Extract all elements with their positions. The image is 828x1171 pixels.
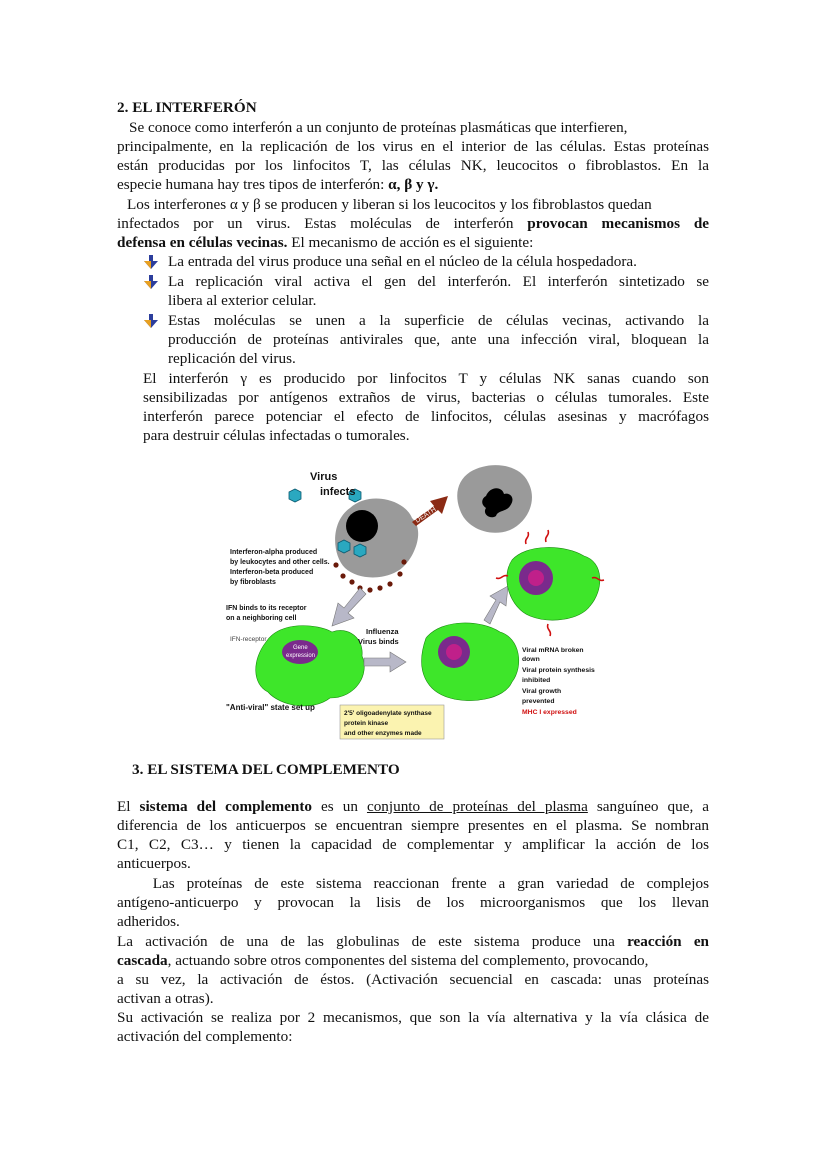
text-span: sanguíneo que, a <box>587 798 710 815</box>
text-span: , actuando sobre otros componentes del sistema del complemento, provocando, <box>167 952 649 969</box>
enzymes-label-2: protein kinase <box>344 720 389 727</box>
enzymes-label-1: 2'5' oligoadenylate synthase <box>344 710 432 717</box>
bold-text: reacción en <box>627 933 710 950</box>
section-heading-interferon: 2. EL INTERFERÓN <box>117 99 257 116</box>
arrow-cell2-to-cell3 <box>484 586 508 624</box>
bullet-item: La entrada del virus produce una señal en el núcleo de la célula hospedadora. <box>168 253 637 270</box>
bullet-item-cont: producción de proteínas antivirales que, ante una infección viral, bloquean la <box>168 331 709 348</box>
ifn-alpha-label: Interferon-alpha produced <box>230 549 318 556</box>
arrow-to-neighbor <box>332 588 366 626</box>
ifn-beta-label-2: by fibroblasts <box>230 579 276 586</box>
cell3-nucleolus <box>528 570 544 586</box>
ifn-binds-label-2: on a neighboring cell <box>226 615 297 622</box>
antiviral-state-label: "Anti-viral" state set up <box>226 703 315 712</box>
bold-text: provocan mecanismos de <box>527 215 710 232</box>
death-label: DEATH <box>414 506 438 525</box>
bullet-item-cont: libera al exterior celular. <box>168 292 317 309</box>
paragraph-line: están producidas por los linfocitos T, las células NK, leucocitos o fibroblastos. En la <box>117 157 709 174</box>
infected-nucleus <box>346 510 378 542</box>
interferon-mechanism-figure <box>220 460 616 742</box>
interferon-types: α, β y γ. <box>388 176 439 193</box>
paragraph-line: C1, C2, C3… y tienen la capacidad de complementar y amplificar la acción de los <box>117 836 709 853</box>
paragraph-line <box>117 233 709 252</box>
neighbor-cell-1 <box>256 626 365 706</box>
bullet-item-cont: replicación del virus. <box>168 350 296 367</box>
virus-infects-label-2: infects <box>320 486 356 498</box>
infected-cell <box>335 499 418 578</box>
paragraph-line: activación del complemento: <box>117 1028 293 1045</box>
paragraph-line <box>117 951 709 970</box>
bold-text: defensa en células vecinas. <box>117 234 288 251</box>
ifn-alpha-label-2: by leukocytes and other cells. <box>230 559 330 566</box>
paragraph-line <box>117 932 709 951</box>
paragraph-line: a su vez, la activación de éstos. (Activación secuencial en cascada: unas proteínas <box>117 971 709 988</box>
cell2-nucleolus <box>446 644 462 660</box>
gene-label: Gene <box>293 645 308 651</box>
text-span: infectados por un virus. Estas moléculas de interferón <box>117 215 528 232</box>
text-span: El <box>117 798 140 815</box>
paragraph-line: interferón parece potenciar el efecto de linfocitos, células asesinas y macrófagos <box>143 408 709 425</box>
paragraph-line: adheridos. <box>117 913 180 930</box>
effect-label-6: prevented <box>522 698 555 705</box>
effect-label-2: down <box>522 656 540 663</box>
effect-label-1: Viral mRNA broken <box>522 647 584 654</box>
text-span: La activación de una de las globulinas de este sistema produce una <box>117 933 628 950</box>
effect-label-4: inhibited <box>522 677 551 684</box>
neighbor-cell-2 <box>422 623 519 701</box>
arrow-cell1-to-cell2 <box>364 652 406 672</box>
effect-label-5: Viral growth <box>522 688 562 695</box>
paragraph-line: Las proteínas de este sistema reaccionan frente a gran variedad de complejos <box>117 875 709 892</box>
paragraph-line <box>117 797 709 816</box>
paragraph-line: Se conoce como interferón a un conjunto de proteínas plasmáticas que interfieren, <box>129 119 628 136</box>
bullet-item: Estas moléculas se unen a la superficie de células vecinas, activando la <box>168 312 709 329</box>
text-span: especie humana hay tres tipos de interferón: <box>117 176 389 193</box>
paragraph-line: Los interferones α y β se producen y liberan si los leucocitos y los fibroblastos quedan <box>127 196 652 213</box>
paragraph-line: para destruir células infectadas o tumorales. <box>143 427 410 444</box>
bold-text: sistema del complemento <box>139 798 312 815</box>
ifn-receptor-label: IFN-receptor <box>230 636 267 643</box>
influenza-label: Influenza <box>366 627 399 636</box>
paragraph-line: activan a otras). <box>117 990 214 1007</box>
paragraph-line: principalmente, en la replicación de los virus en el interior de las células. Estas proteínas <box>117 138 709 155</box>
underlined-text: conjunto de proteínas del plasma <box>366 798 588 815</box>
text-span: es un <box>312 798 367 815</box>
paragraph-line: Su activación se realiza por 2 mecanismos, que son la vía alternativa y la vía clásica de <box>117 1009 709 1026</box>
expression-label: expression <box>286 653 316 659</box>
section-heading-complement: 3. EL SISTEMA DEL COMPLEMENTO <box>132 761 400 778</box>
paragraph-line <box>117 175 709 194</box>
arrow-bullet-icon <box>143 274 159 290</box>
virus-binds-label: Virus binds <box>358 637 399 646</box>
arrow-bullet-icon <box>143 313 159 329</box>
effect-label-3: Viral protein synthesis <box>522 667 595 674</box>
enzymes-label-3: and other enzymes made <box>344 730 422 737</box>
nucleus-gene-expression <box>282 640 318 664</box>
mhc-label: MHC I expressed <box>522 709 577 716</box>
paragraph-line: anticuerpos. <box>117 855 191 872</box>
arrow-bullet-icon <box>143 254 159 270</box>
text-span: El mecanismo de acción es el siguiente: <box>287 234 534 251</box>
paragraph-line <box>117 214 709 233</box>
ifn-binds-label: IFN binds to its receptor <box>226 605 307 612</box>
ifn-beta-label: Interferon-beta produced <box>230 569 314 576</box>
paragraph-line: antígeno-anticuerpo y provocan la lisis de los microorganismos que los llevan <box>117 894 709 911</box>
bullet-item: La replicación viral activa el gen del interferón. El interferón sintetizado se <box>168 273 709 290</box>
paragraph-line: El interferón γ es producido por linfocitos T y células NK sanas cuando son <box>143 370 709 387</box>
virus-infects-label: Virus <box>310 471 338 483</box>
paragraph-line: diferencia de los anticuerpos se encuentran siempre presentes en el plasma. Se nombran <box>117 817 709 834</box>
bold-text: cascada <box>117 952 168 969</box>
paragraph-line: sensibilizadas por antígenos extraños de virus, bacterias o células tumorales. Este <box>143 389 709 406</box>
